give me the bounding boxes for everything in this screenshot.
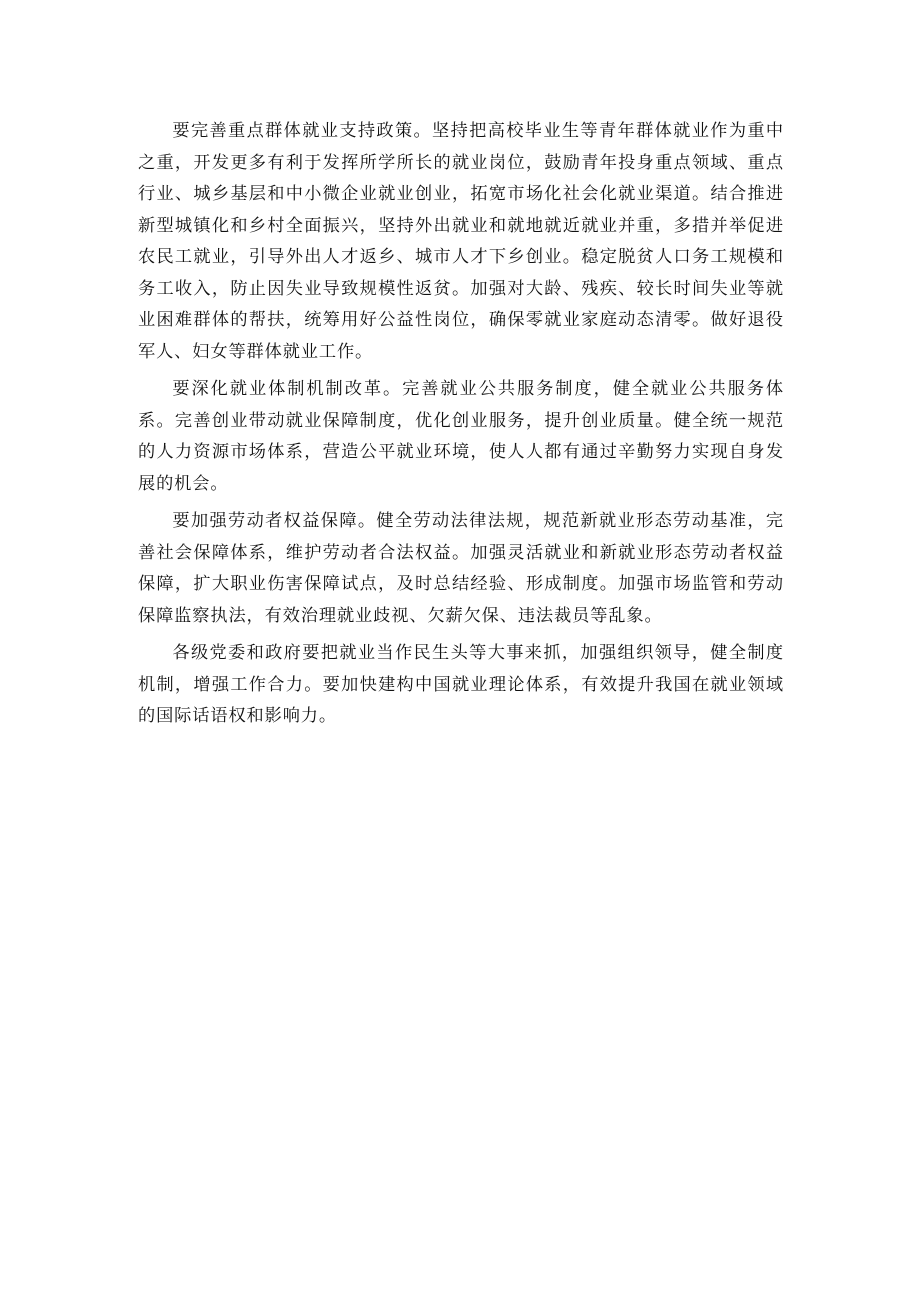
- paragraph: 要完善重点群体就业支持政策。坚持把高校毕业生等青年群体就业作为重中之重，开发更多有利于发挥所学所长的就业岗位，鼓励青年投身重点领域、重点行业、城乡基层和中小微企业就业创业，拓宽市场化社会化就业渠道。结合推进新型城镇化和乡村全面振兴，坚持外出就业和就地就近就业并重，多措并举促进农民工就业，引导外出人才返乡、城市人才下乡创业。稳定脱贫人口务工规模和务工收入，防止因失业导致规模性返贫。加强对大龄、残疾、较长时间失业等就业困难群体的帮扶，统筹用好公益性岗位，确保零就业家庭动态清零。做好退役军人、妇女等群体就业工作。: [138, 121, 784, 362]
- paragraph: 要加强劳动者权益保障。健全劳动法律法规，规范新就业形态劳动基准，完善社会保障体系，维护劳动者合法权益。加强灵活就业和新就业形态劳动者权益保障，扩大职业伤害保障试点，及时总结经验、形成制度。加强市场监管和劳动保障监察执法，有效治理就业歧视、欠薪欠保、违法裁员等乱象。: [138, 511, 784, 626]
- document-body: [138, 116, 784, 739]
- paragraph: 各级党委和政府要把就业当作民生头等大事来抓，加强组织领导，健全制度机制，增强工作合力。要加快建构中国就业理论体系，有效提升我国在就业领域的国际话语权和影响力。: [138, 643, 784, 726]
- paragraph: 要深化就业体制机制改革。完善就业公共服务制度，健全就业公共服务体系。完善创业带动就业保障制度，优化创业服务，提升创业质量。健全统一规范的人力资源市场体系，营造公平就业环境，使人人都有通过辛勤努力实现自身发展的机会。: [138, 379, 784, 494]
